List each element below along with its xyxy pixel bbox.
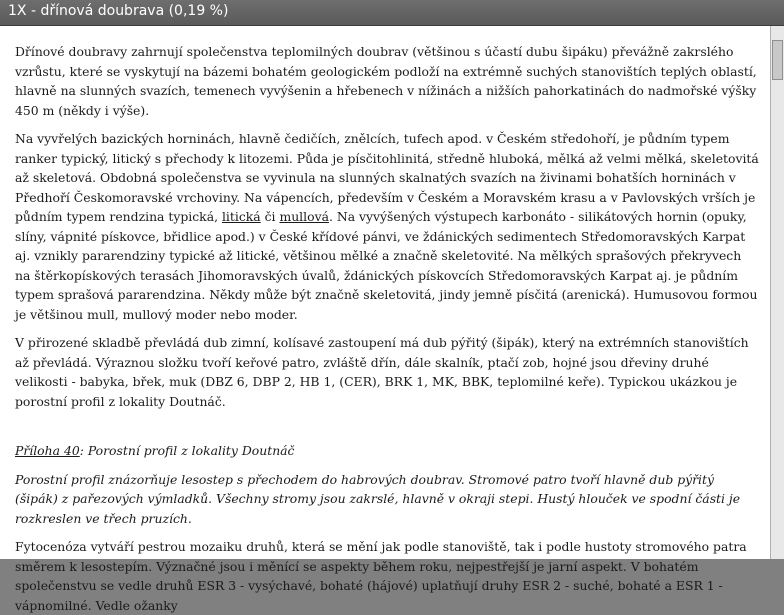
paragraph-soils-text-3: . Na vyvýšených výstupech karbonáto - silikátových hornin (opuky, slíny, vápnité pískovce, břidlice apod.) v České křídové pánvi, ve ždánických sedimentech Středomoravských Karpat aj. vznikly pararendziny typické až litické, většinou mělké a značně skeletovité. Na mělkých sprašových překryvech na štěrkopískových terasách Jihomoravských úvalů, ždánických pískovcích Středomoravských Karpat aj. je půdním typem sprašová pararendzina. Někdy může být značně skeletovitá, jindy jemně písčitá (arenická). Humusovou formou je většinou mull, mullový moder nebo moder. [15, 209, 758, 322]
profile-description-text: Porostní profil znázorňuje lesostep s přechodem do habrových doubrav. Stromové patro tvoří hlavně dub pýřitý (šipák) z pařezových výmladků. Všechny stromy jsou zakrslé, hlavně v okraji stepi. Hustý hlouček ve spodní části je rozkreslen ve třech pruzích. [15, 471, 741, 526]
paragraph-soils-text-1: Na vyvřelých bazických horninách, hlavně čedičích, znělcích, tufech apod. v Českém středohoří, je půdním typem ranker typický, litický s přechody k litozemi. Půda je písčitohlinitá, středně hluboká, mělká až velmi mělká, skeletovitá až skeletová. Obdobná společenstva se vyvinula na slunných skalnatých svazích na živinami bohatších horninách v Předhoří Českomoravské vrchoviny. Na vápencích, především v Českém a Moravském krasu a v Pavlovských vrších je půdním typem rendzina typická, [15, 131, 759, 224]
link-mullova[interactable]: mullová [279, 209, 329, 224]
window-titlebar[interactable] [0, 0, 784, 26]
scrollbar-thumb[interactable] [772, 40, 783, 80]
paragraph-profile-description [15, 470, 760, 529]
appendix-heading [15, 441, 760, 461]
paragraph-soils-text-2: či [260, 209, 280, 224]
appendix-link[interactable]: Příloha 40 [15, 443, 80, 458]
paragraph-phytocenosis: Fytocenóza vytváří pestrou mozaiku druhů, která se mění jak podle stanoviště, tak i podle hustoty stromového patra směrem k lesostepím. Význačné jsou i měnící se aspekty během roku, nejpestřejší je jarní aspekt. V bohatém společenstvu se vedle druhů ESR 3 - vysýchavé, bohaté (hájové) uplatňují druhy ESR 2 - suché, bohaté a ESR 1 - vápnomilné. Vedle ožanky [15, 539, 747, 613]
paragraph-intro: Dřínové doubravy zahrnují společenstva teplomilných doubrav (většinou s účastí dubu šipáku) převážně zakrslého vzrůstu, které se vyskytují na bázemi bohatém geologickém podloží na extrémně suchých stanovištích teplých oblastí, hlavně na slunných svazích, temenech vyvýšenin a hřebenech v nížinách a nižších pahorkatinách do nadmořské výšky 450 m (někdy i výše). [15, 44, 757, 118]
appendix-caption: : Porostní profil z lokality Doutnáč [79, 443, 295, 458]
paragraph-soils [15, 129, 760, 324]
paragraph-composition: V přirozené skladbě převládá dub zimní, kolísavé zastoupení má dub pýřitý (šipák), který na extrémních stanovištích až převládá. Výraznou složku tvoří keřové patro, zvláště dřín, dále skalník, ptačí zob, hojné jsou dřeviny druhé velikosti - babyka, břek, muk (DBZ 6, DBP 2, HB 1, (CER), BRK 1, MK, BBK, teplomilné keře). Typickou ukázkou je porostní profil z lokality Doutnáč. [15, 335, 749, 409]
content-area [0, 26, 770, 613]
vertical-scrollbar[interactable] [770, 26, 784, 559]
link-liticka[interactable]: litická [221, 209, 261, 224]
window-title: 1X - dřínová doubrava (0,19 %) [8, 3, 229, 19]
